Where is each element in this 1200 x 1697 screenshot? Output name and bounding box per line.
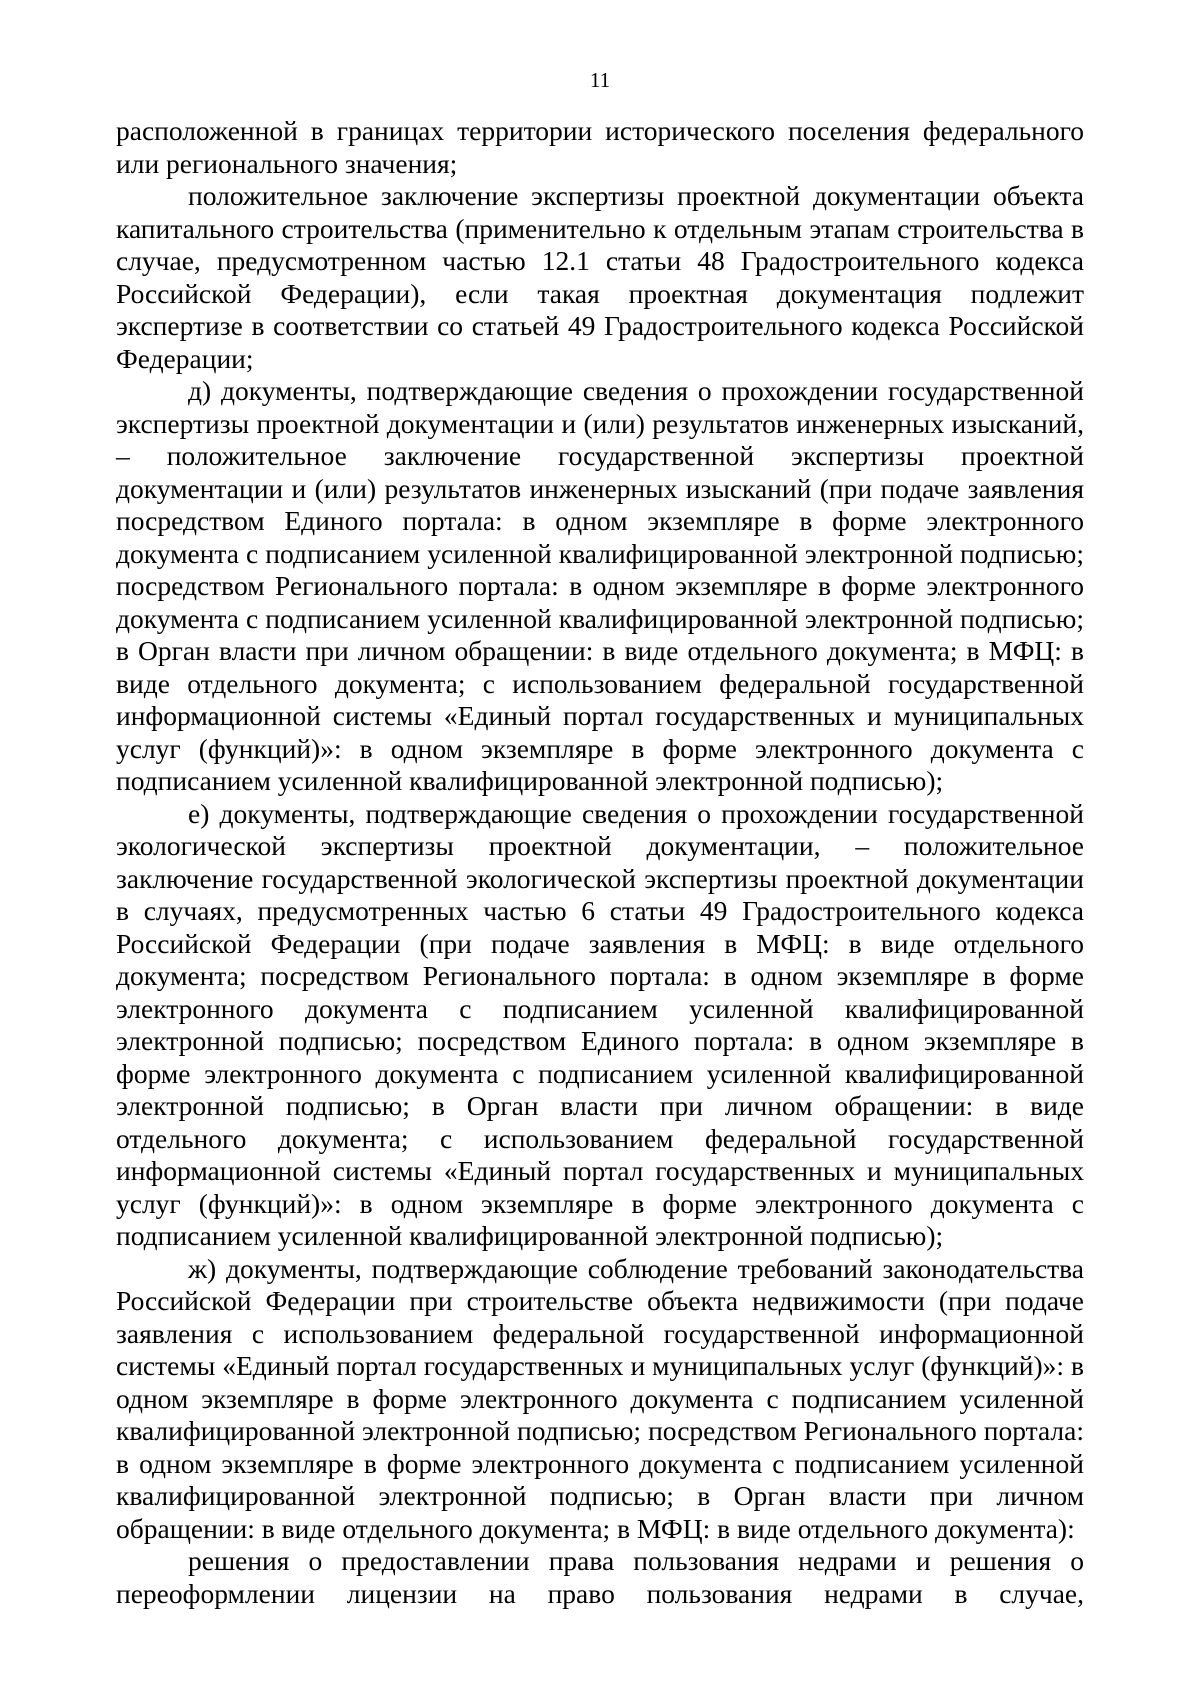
paragraph-continuation: расположенной в границах территории исторического поселения федерального или регионального значения; [116,115,1084,179]
document-body [116,115,1084,1610]
paragraph-subsoil-decisions: решения о предоставлении права пользования недрами и решения о переоформлении лицензии на право пользования недрами в случае, [116,1545,1084,1609]
paragraph-item-e: е) документы, подтверждающие сведения о прохождении государственной экологической экспертизы проектной документации, – положительное заключение государственной экологической экспертизы проектной документации в случаях, предусмотренных частью 6 статьи 49 Градостроительного кодекса Российской Федерации (при подаче заявления в МФЦ: в виде отдельного документа; посредством Регионального портала: в одном экземпляре в форме электронного документа с подписанием усиленной квалифицированной электронной подписью; посредством Единого портала: в одном экземпляре в форме электронного документа с подписанием усиленной квалифицированной электронной подписью; в Орган власти при личном обращении: в виде отдельного документа; с использованием федеральной государственной информационной системы «Единый портал государственных и муниципальных услуг (функций)»: в одном экземпляре в форме электронного документа с подписанием усиленной квалифицированной электронной подписью); [116,797,1084,1251]
page-number: 11 [589,68,611,92]
paragraph-item-zh: ж) документы, подтверждающие соблюдение требований законодательства Российской Федерации при строительстве объекта недвижимости (при подаче заявления с использованием федеральной государственной информационной системы «Единый портал государственных и муниципальных услуг (функций)»: в одном экземпляре в форме электронного документа с подписанием усиленной квалифицированной электронной подписью; посредством Регионального портала: в одном экземпляре в форме электронного документа с подписанием усиленной квалифицированной электронной подписью; в Орган власти при личном обращении: в виде отдельного документа; в МФЦ: в виде отдельного документа): [116,1252,1084,1544]
paragraph-item-d: д) документы, подтверждающие сведения о прохождении государственной экспертизы проектной документации и (или) результатов инженерных изысканий, – положительное заключение государственной экспертизы проектной документации и (или) результатов инженерных изысканий (при подаче заявления посредством Единого портала: в одном экземпляре в форме электронного документа с подписанием усиленной квалифицированной электронной подписью; посредством Регионального портала: в одном экземпляре в форме электронного документа с подписанием усиленной квалифицированной электронной подписью; в Орган власти при личном обращении: в виде отдельного документа; в МФЦ: в виде отдельного документа; с использованием федеральной государственной информационной системы «Единый портал государственных и муниципальных услуг (функций)»: в одном экземпляре в форме электронного документа с подписанием усиленной квалифицированной электронной подписью); [116,375,1084,796]
paragraph-expertise-conclusion: положительное заключение экспертизы проектной документации объекта капитального строительства (применительно к отдельным этапам строительства в случае, предусмотренном частью 12.1 статьи 48 Градостроительного кодекса Российской Федерации), если такая проектная документация подлежит экспертизе в соответствии со статьей 49 Градостроительного кодекса Российской Федерации; [116,180,1084,374]
